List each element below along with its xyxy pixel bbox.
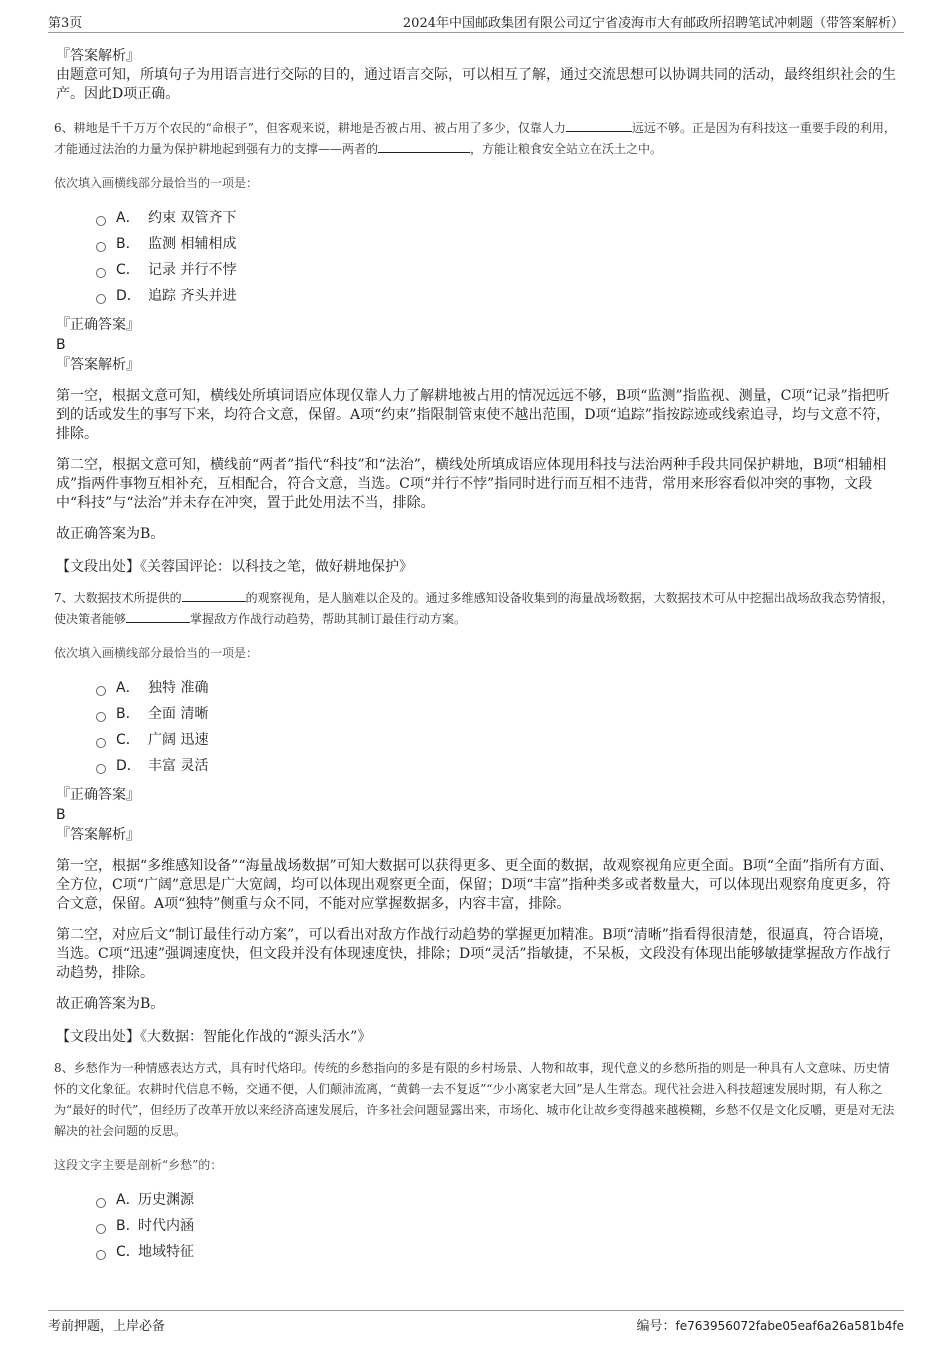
correct-answer-label: 『正确答案』	[56, 787, 140, 803]
conclusion: 故正确答案为B。	[56, 996, 165, 1012]
analysis-label: 『答案解析』	[56, 827, 140, 843]
question-7-instruction: 依次填入画横线部分最恰当的一项是：	[54, 646, 259, 660]
blank	[378, 140, 470, 153]
analysis-paragraph: 第一空，根据文意可知，横线处所填词语应体现仅靠人力了解耕地被占用的情况远远不够，B项“监测”指监视、测量，C项“记录”指把听到的话或发生的事写下来，均符合文意，保留。A项“约束”指限制管束使不越出范围，D项“追踪”指按踪迹或线索追寻，均与文意不符，排除。	[56, 388, 890, 442]
question-8-options	[48, 1187, 898, 1265]
conclusion: 故正确答案为B。	[56, 526, 165, 542]
radio-button[interactable]	[96, 268, 106, 278]
radio-button[interactable]	[96, 216, 106, 226]
analysis-label: 『答案解析』	[56, 357, 140, 373]
option-a[interactable]: A． 历史渊源	[96, 1187, 898, 1213]
question-6-instruction: 依次填入画横线部分最恰当的一项是：	[54, 176, 259, 190]
radio-button[interactable]	[96, 1198, 106, 1208]
footer-slogan: 考前押题，上岸必备	[48, 1319, 166, 1334]
analysis-paragraph: 第一空，根据“多维感知设备”“海量战场数据”可知大数据可以获得更多、更全面的数据，故观察视角应更全面。B项“全面”指所有方面、全方位，C项“广阔”意思是广大宽阔，均可以体现出观察更全面，保留；D项“丰富”指种类多或者数量大，可以体现出观察角度更多，符合文意，保留。A项“独特”侧重与众不同，不能对应掌握数据多，内容丰富，排除。	[56, 858, 894, 912]
radio-button[interactable]	[96, 242, 106, 252]
option-a[interactable]: A． 约束 双管齐下	[96, 205, 898, 231]
analysis-paragraph: 第二空，对应后文“制订最佳行动方案”，可以看出对敌方作战行动趋势的掌握更加精准。B项“清晰”指看得很清楚，很逼真，符合语境，当选。C项“迅速”强调速度快，但文段并没有体现速度快，排除；D项“灵活”指敏捷，不呆板，文段没有体现出能够敏捷掌握敌方作战行动趋势，排除。	[56, 927, 893, 981]
question-6-stem: 6、耕地是千千万万个农民的“命根子”，但客观来说，耕地是否被占用、被占用了多少，仅靠人力 远远不够。正是因为有科技这一重要手段的利用，才能通过法治的力量为保护耕地起到强有力的支撑——两者的 ，方能让粮食安全站立在沃土之中。	[54, 121, 896, 156]
option-a[interactable]: A． 独特 准确	[96, 675, 898, 701]
radio-button[interactable]	[96, 294, 106, 304]
correct-answer: B	[56, 337, 66, 353]
page-number: 第3页	[48, 16, 83, 31]
radio-button[interactable]	[96, 1224, 106, 1234]
blank	[566, 119, 632, 132]
document-title: 2024年中国邮政集团有限公司辽宁省凌海市大有邮政所招聘笔试冲刺题（带答案解析）	[402, 16, 904, 31]
question-8-stem: 8、乡愁作为一种情感表达方式，具有时代烙印。传统的乡愁指向的多是有限的乡村场景、人物和故事，现代意义的乡愁所指的则是一种具有人文意味、历史情怀的文化象征。农耕时代信息不畅，交通不便，人们颠沛流离，“黄鹤一去不复返”“少小离家老大回”是人生常态。现代社会进入科技超速发展时期，有人称之为“最好的时代”，但经历了改革开放以来经济高速发展后，许多社会问题显露出来，市场化、城市化让故乡变得越来越模糊，乡愁不仅是文化反嚼，更是对无法解决的社会问题的反思。	[54, 1061, 895, 1138]
blank	[126, 610, 190, 623]
blank	[182, 589, 246, 602]
document-id: 编号：fe763956072fabe05eaf6a26a581b4fe	[636, 1319, 904, 1334]
option-b[interactable]: B． 监测 相辅相成	[96, 231, 898, 257]
option-c[interactable]: C． 地域特征	[96, 1239, 898, 1265]
radio-button[interactable]	[96, 738, 106, 748]
question-6-options	[48, 205, 898, 309]
analysis-label: 『答案解析』	[56, 48, 140, 64]
option-d[interactable]: D． 追踪 齐头并进	[96, 283, 898, 309]
page-footer	[48, 1310, 904, 1337]
radio-button[interactable]	[96, 764, 106, 774]
radio-button[interactable]	[96, 712, 106, 722]
question-8-instruction: 这段文字主要是剖析“乡愁”的：	[54, 1158, 223, 1172]
correct-answer: B	[56, 807, 66, 823]
option-b[interactable]: B． 全面 清晰	[96, 701, 898, 727]
analysis-paragraph: 第二空，根据文意可知，横线前“两者”指代“科技”和“法治”，横线处所填成语应体现用科技与法治两种手段共同保护耕地，B项“相辅相成”指两件事物互相补充，互相配合，符合文意，当选。C项“并行不悖”指同时进行而互相不违背，常用来形容看似冲突的事物，文段中“科技”与“法治”并未存在冲突，置于此处用法不当，排除。	[56, 457, 887, 511]
radio-button[interactable]	[96, 1250, 106, 1260]
question-7-options	[48, 675, 898, 779]
correct-answer-label: 『正确答案』	[56, 317, 140, 333]
option-c[interactable]: C． 广阔 迅速	[96, 727, 898, 753]
option-d[interactable]: D． 丰富 灵活	[96, 753, 898, 779]
analysis-text: 由题意可知，所填句子为用语言进行交际的目的，通过语言交际，可以相互了解，通过交流思想可以协调共同的活动，最终组织社会的生产。因此D项正确。	[56, 67, 896, 102]
radio-button[interactable]	[96, 686, 106, 696]
source-citation: 【文段出处】《关蓉国评论：以科技之笔，做好耕地保护》	[56, 559, 413, 575]
option-c[interactable]: C． 记录 并行不悖	[96, 257, 898, 283]
question-7-stem: 7、大数据技术所提供的 的观察视角，是人脑难以企及的。通过多维感知设备收集到的海量战场数据，大数据技术可从中挖掘出战场敌我态势情报，使决策者能够 掌握敌方作战行动趋势，帮助其制订最佳行动方案。	[54, 591, 894, 626]
source-citation: 【文段出处】《大数据：智能化作战的“源头活水”》	[56, 1029, 372, 1045]
page-header	[48, 12, 904, 33]
page-content	[48, 46, 898, 1265]
option-b[interactable]: B． 时代内涵	[96, 1213, 898, 1239]
